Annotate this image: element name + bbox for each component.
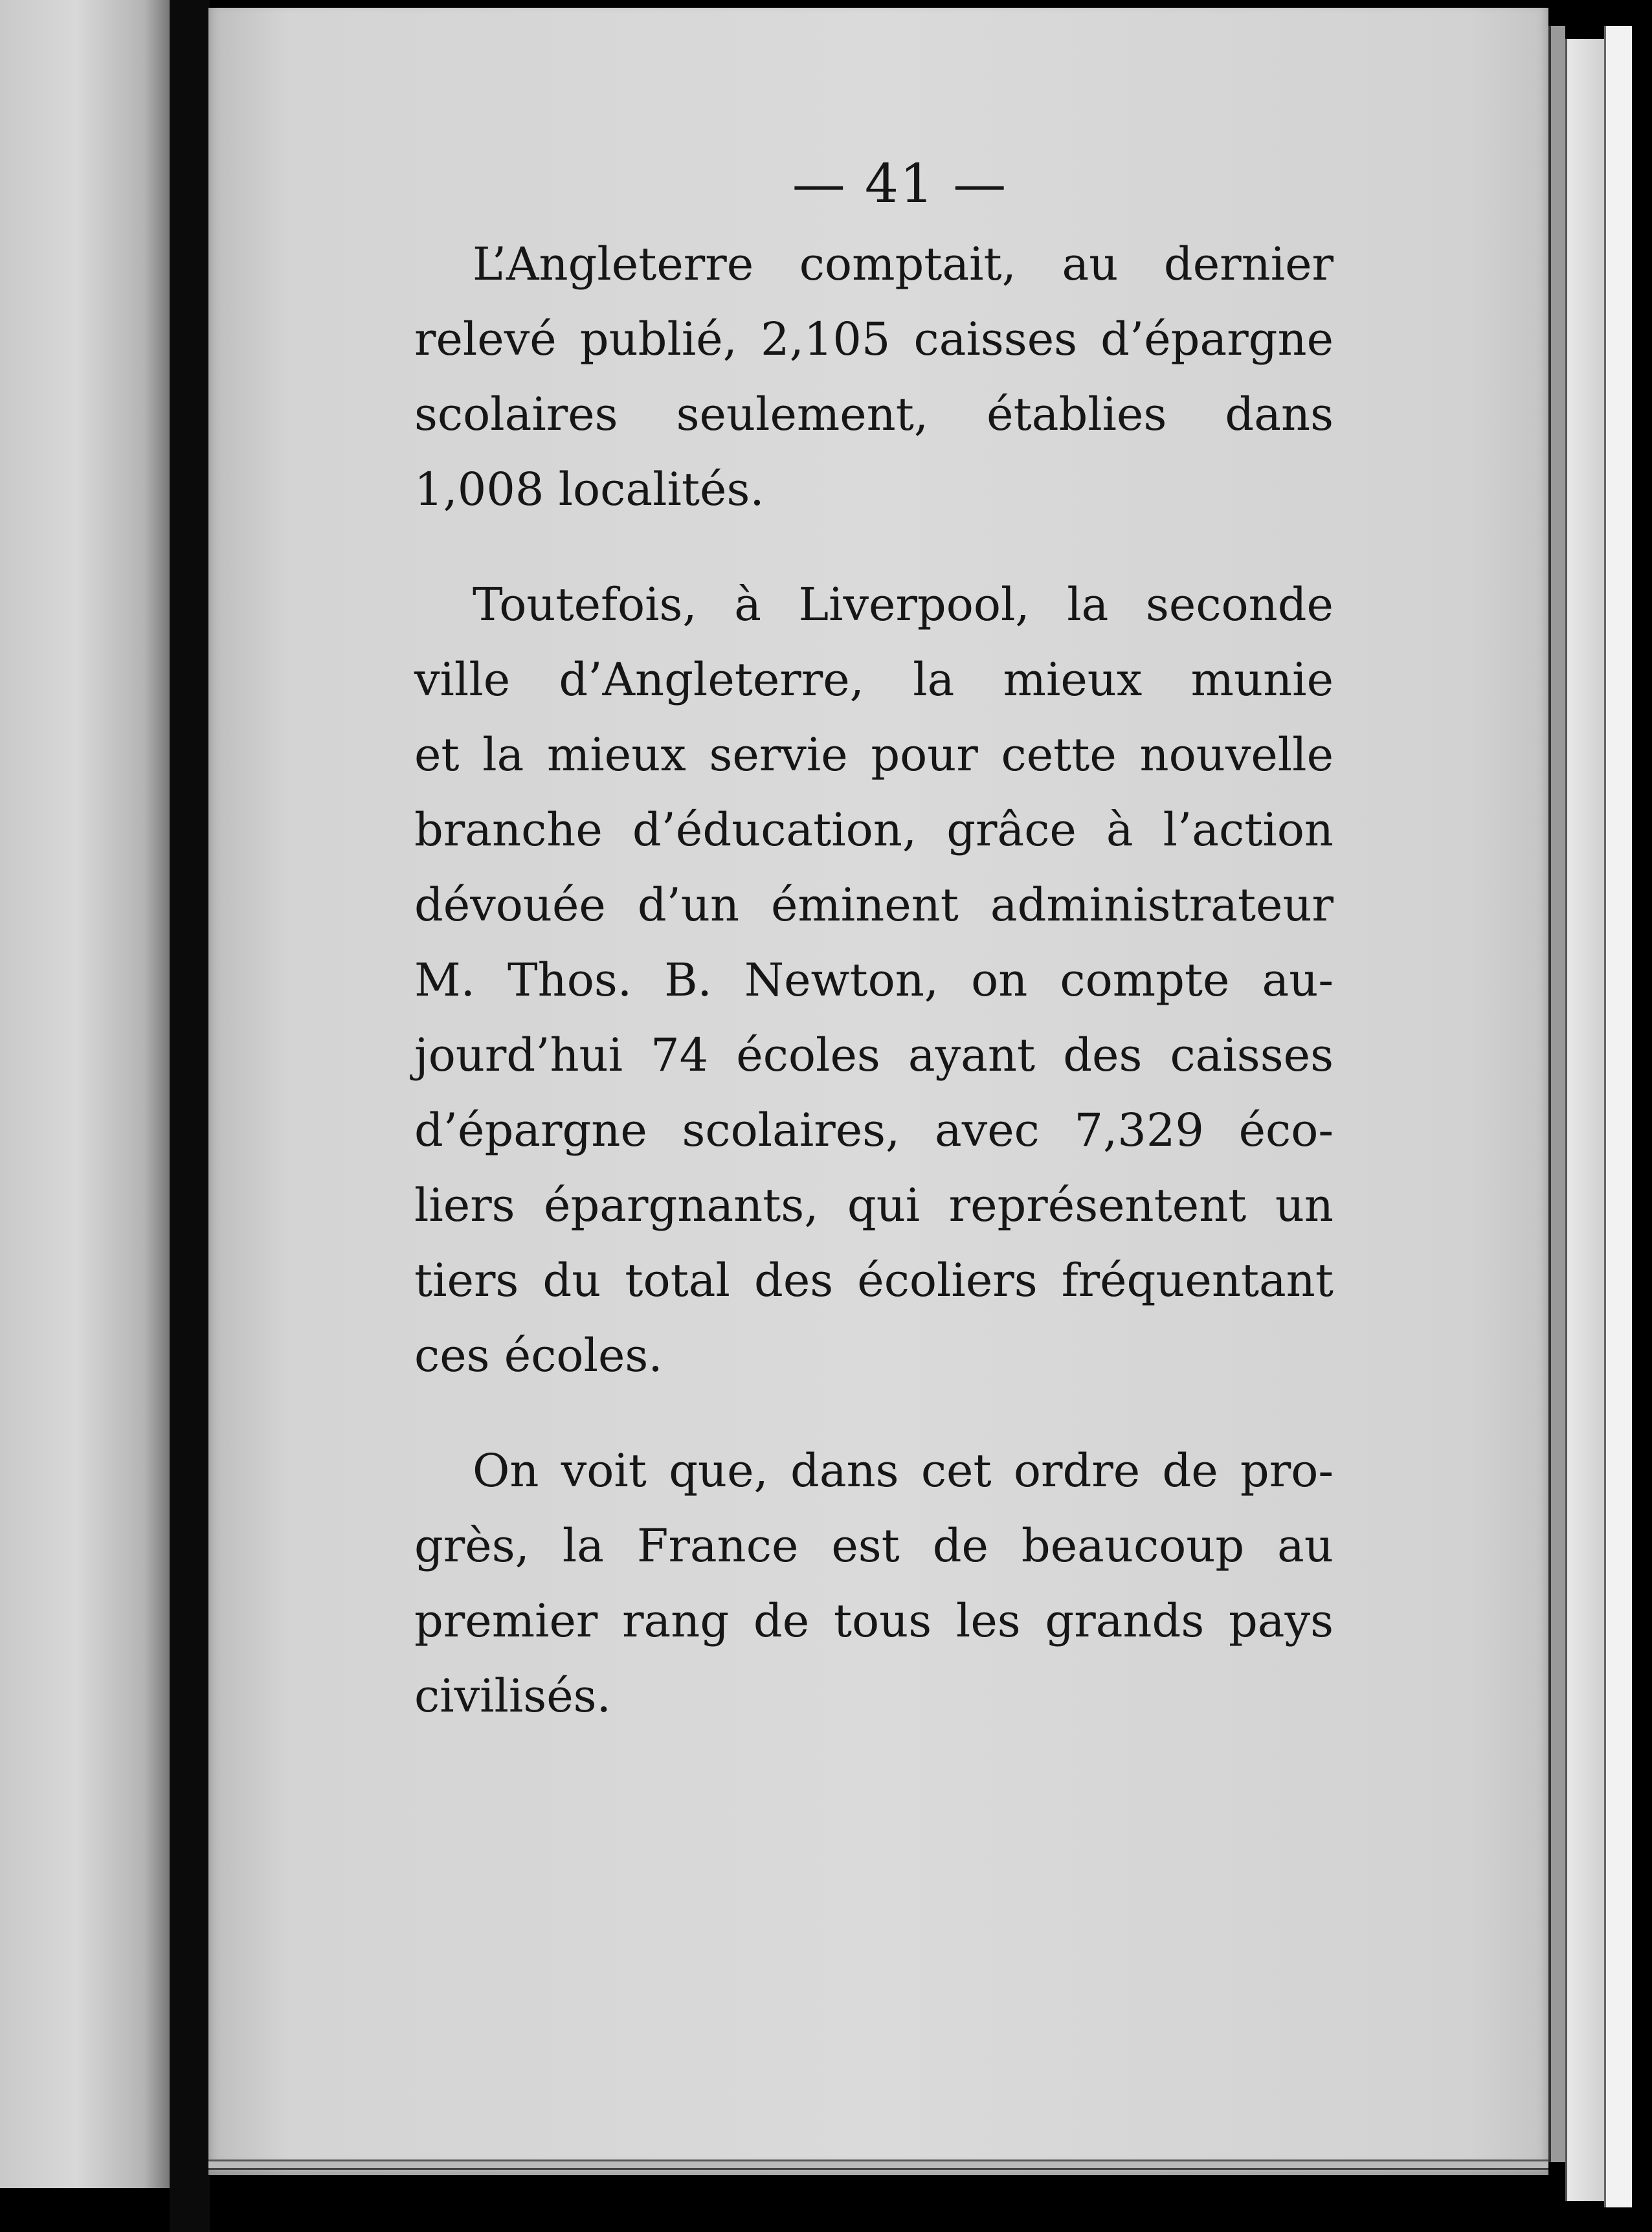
text-line: ces écoles. (414, 1329, 663, 1382)
text-line: scolaires seulement, établies dans (414, 388, 1334, 441)
left-page-edge (0, 0, 170, 2188)
text-line: dévouée d’un éminent administrateur (414, 878, 1334, 932)
page-edge (1604, 26, 1632, 2207)
page-text (414, 142, 1334, 1734)
page-bottom-edge (208, 2159, 1548, 2170)
text-line: Toutefois, à Liverpool, la seconde (473, 578, 1334, 631)
text-line: ville d’Angleterre, la mieux munie (414, 653, 1334, 706)
text-line: M. Thos. B. Newton, on compte au- (414, 954, 1334, 1007)
text-line: relevé publié, 2,105 caisses d’épargne (414, 313, 1334, 366)
text-line: grès, la France est de beaucoup au (414, 1519, 1334, 1572)
book-spine (170, 0, 210, 2232)
text-line: et la mieux servie pour cette nouvelle (414, 728, 1334, 781)
text-line: liers épargnants, qui représentent un (414, 1179, 1334, 1232)
page-edge (1548, 26, 1565, 2162)
text-line: d’épargne scolaires, avec 7,329 éco- (414, 1104, 1334, 1157)
text-line: tiers du total des écoliers fréquentant (414, 1254, 1334, 1307)
paragraph-1 (414, 227, 1334, 527)
paragraph-2 (414, 567, 1334, 1393)
text-line: branche d’éducation, grâce à l’action (414, 803, 1334, 856)
text-line: 1,008 localités. (414, 463, 765, 516)
page-edge (1565, 39, 1606, 2201)
text-line: premier rang de tous les grands pays (414, 1594, 1334, 1647)
text-line: On voit que, dans cet ordre de pro- (473, 1444, 1334, 1497)
text-line: civilisés. (414, 1669, 611, 1723)
page-number: — 41 — (792, 153, 1008, 215)
text-line: jourd’hui 74 écoles ayant des caisses (414, 1029, 1334, 1082)
text-line: L’Angleterre comptait, au dernier (473, 238, 1334, 291)
paragraph-3 (414, 1433, 1334, 1734)
